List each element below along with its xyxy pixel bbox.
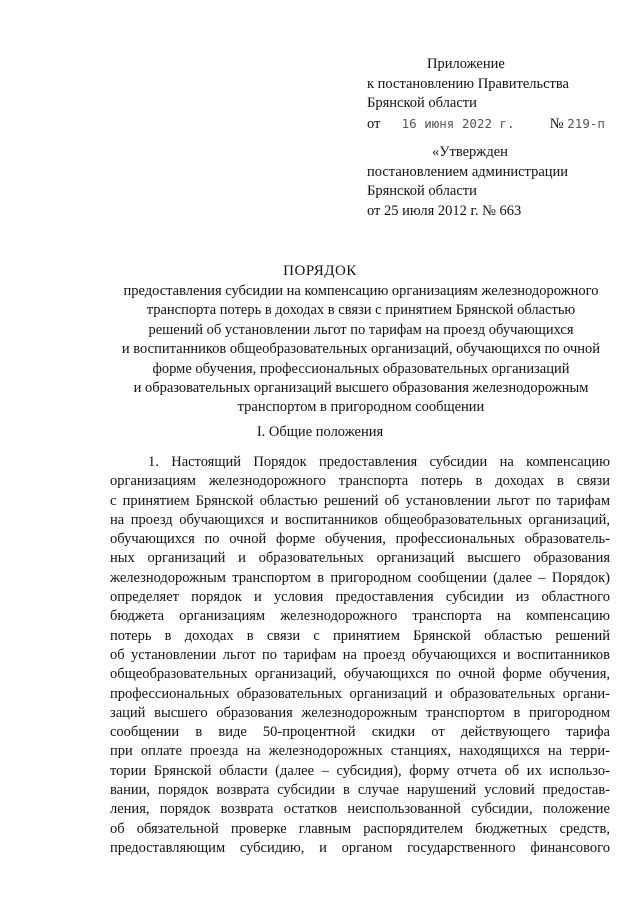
approved-header [367,143,627,221]
subtitle-line: и образовательных организаций высшего образования железнодорожным [133,380,589,397]
body-line: на проезд обучающихся и воспитанников общеобразовательных организаций, [110,511,610,528]
approved-by: постановлением администрации [367,163,569,180]
appendix-region: Брянской области [367,95,477,111]
body-line: предоставляющим субсидию, и органом государственного финансового [110,839,610,856]
subtitle-line: решений об установлении льгот по тарифам на проезд обучающихся [148,321,574,338]
body-line: бюджета организациям железнодорожного транспорта на компенсацию [110,608,610,625]
body-line: профессиональных образовательных организаций и образовательных органи- [110,685,610,702]
body-line: общеобразовательных организаций, обучающихся по очной форме обучения, [110,666,610,683]
body-line: при оплате проезда на железнодорожных станциях, находящихся на терри- [110,743,610,760]
body-line: вании, порядок возврата субсидии в случае нарушений условий предостав- [110,782,610,799]
appendix-reference: к постановлению Правительства [367,75,569,92]
subtitle-line: форме обучения, профессиональных образовательных организаций [152,360,570,377]
approved-label: «Утвержден [432,144,508,160]
section-heading: I. Общие положения [256,424,384,440]
subtitle-line: транспорта потерь в доходах в связи с принятием Брянской областью [146,302,576,319]
body-line: потерь в доходах в связи с принятием Брянской областью решений [110,627,610,644]
body-line: 1. Настоящий Порядок предоставления субсидии на компенсацию [148,454,610,470]
body-line: тории Брянской области (далее – субсидия), форму отчета об их использо- [110,762,610,779]
body-line: заций высшего образования железнодорожным транспортом в пригородном [110,704,610,721]
body-line: сообщении в виде 50-процентной скидки от действующего тарифа [110,724,610,741]
date-stamp: 16 июня 2022 г. [401,115,515,131]
body-line: железнодорожным транспортом в пригородном сообщении (далее – Порядок) [110,569,610,586]
body-line: организациям железнодорожного транспорта потерь в доходах в связи [110,473,610,490]
body-line: ления, порядок возврата остатков неиспользованной субсидии, положение [110,801,610,818]
approved-region: Брянской области [367,183,477,199]
body-paragraph [110,453,610,858]
body-line: определяет порядок и условия предоставления субсидии из областного [110,589,610,606]
appendix-date-line [367,114,627,135]
from-label: от [367,115,381,132]
number-stamp: 219-п [567,115,605,131]
number-label: № [549,115,564,132]
subtitle-line: и воспитанников общеобразовательных организаций, обучающихся по очной [121,341,601,358]
document-subtitle [95,282,627,418]
appendix-header [367,55,627,134]
body-line: об обязательной проверке главным распорядителем бюджетных средств, [110,820,610,837]
body-line: ных организаций и образовательных организаций высшего образования [110,550,610,567]
body-line: об установлении льгот по тарифам на проезд обучающихся и воспитанников [110,646,610,663]
document-title: ПОРЯДОК [283,263,357,279]
subtitle-line: предоставления субсидии на компенсацию организациям железнодорожного [123,283,599,299]
appendix-label: Приложение [427,56,505,72]
approved-date: от 25 июля 2012 г. № 663 [367,202,522,219]
body-line: обучающихся по очной форме обучения, профессиональных образователь- [110,531,610,548]
body-line: с принятием Брянской областью решений об установлении льгот по тарифам [110,492,610,509]
subtitle-line: транспортом в пригородном сообщении [237,399,485,416]
